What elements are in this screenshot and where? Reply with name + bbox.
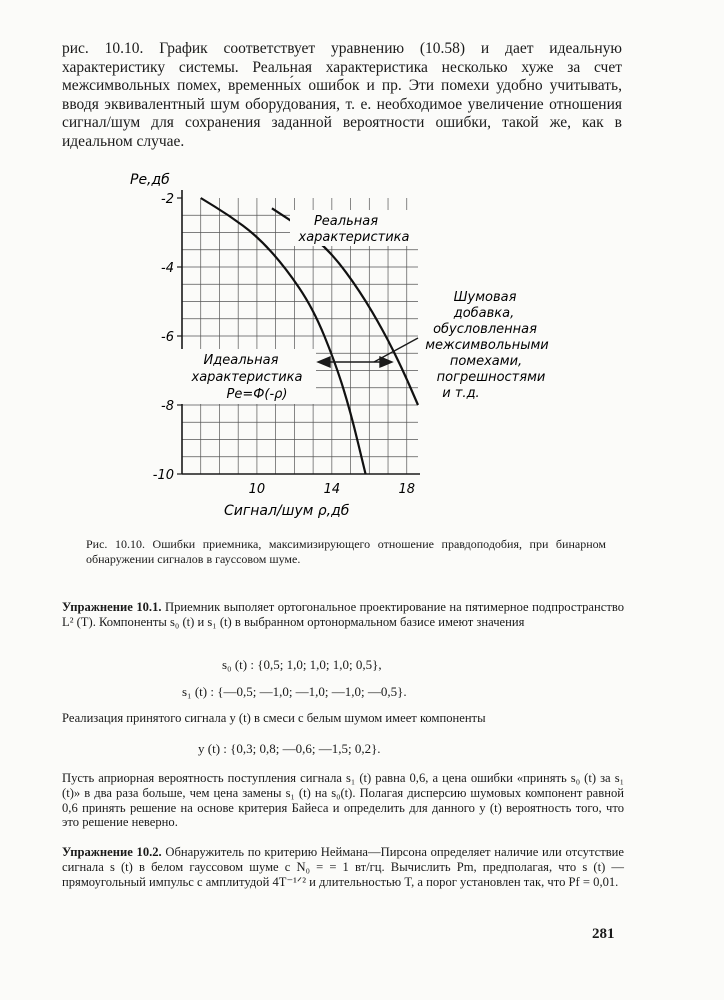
exercise2-text: Обнаружитель по критерию Неймана—Пирсона определяет наличие или отсутствие сигнала s (t) в белом гауссовом шуме с N₀ = = 1 вт/гц. Вычислить Pm, предполагая, что s (t) — прямоугольный импульс с амплитудой 4T⁻¹ᐟ² и длительностью T, а порог установлен так, что Pf = 0,01.	[62, 845, 625, 889]
x-tick-label: 10	[248, 482, 266, 497]
x-axis-label: Сигнал/шум ρ,дб	[224, 503, 350, 519]
exercise2-label: Упражнение 10.2.	[62, 845, 162, 859]
intro-paragraph: рис. 10.10. График соответствует уравнению (10.58) и дает идеальную характеристику системы. Реальная характеристика несколько хуже за счет межсимвольных помех, временны́х ошибок и пр. Эти помехи удобно учитывать, вводя эквивалентный шум оборудования, т. е. необходимое увеличение отношения сигнал/шум для сохранения заданной вероятности ошибки, такой же, как в идеальном случае.	[62, 40, 622, 150]
ideal-label-line2: характеристика	[191, 370, 303, 385]
noise-increment-arrow	[318, 338, 418, 367]
noise-line-2: добавка,	[453, 306, 515, 321]
x-tick-label: 18	[398, 482, 416, 497]
y-tick-label: -8	[161, 399, 174, 414]
noise-line-5: помехами,	[449, 354, 523, 369]
ideal-label-formula: Pe=Ф(-ρ)	[226, 387, 288, 402]
figure-caption: Рис. 10.10. Ошибки приемника, максимизирующего отношение правдоподобия, при бинарном обнаружении сигналов в гауссовом шуме.	[86, 537, 606, 566]
ideal-curve-label	[180, 349, 316, 404]
formula-s0: s₀ (t) : {0,5; 1,0; 1,0; 1,0; 0,5},	[222, 657, 382, 672]
x-tick-label: 14	[323, 482, 341, 497]
exercise1-label: Упражнение 10.1.	[62, 600, 162, 614]
exercise1-task: Пусть априорная вероятность поступления сигнала s₁ (t) равна 0,6, а цена ошибки «принять s₀ (t) за s₁ (t)» в два раза больше, чем цена замены s₁ (t) на s₀(t). Полагая дисперсию шумовых компонент равной 0,6 принять решение на основе критерия Байеса и определить для данного y (t) вероятность того, что это решение неверно.	[62, 771, 624, 830]
real-label-line1: Реальная	[313, 214, 379, 229]
formula-s1: s₁ (t) : {—0,5; —1,0; —1,0; —1,0; —0,5}.	[182, 684, 407, 699]
noise-line-3: обусловленная	[433, 322, 537, 337]
noise-line-6: погрешностями	[436, 370, 546, 385]
exercise2-paragraph	[62, 845, 624, 889]
y-tick-label: -6	[161, 330, 174, 345]
noise-annotation	[425, 290, 549, 401]
real-curve-label	[290, 210, 418, 246]
y-tick-label: -2	[161, 192, 174, 207]
y-tick-label: -4	[161, 261, 174, 276]
exercise1-paragraph	[62, 600, 624, 630]
realization-paragraph: Реализация принятого сигнала y (t) в смеси с белым шумом имеет компоненты	[62, 711, 486, 725]
ideal-label-line1: Идеальная	[203, 353, 279, 368]
real-label-line2: характеристика	[298, 230, 410, 245]
page-number: 281	[592, 926, 615, 942]
y-axis-label: Pe,дб	[130, 172, 170, 188]
y-tick-label: -10	[152, 468, 174, 483]
exercise1-text: Приемник выполяет ортогональное проектирование на пятимерное подпространство L² (T). Компоненты s₀ (t) и s₁ (t) в выбранном ортонормальном базисе имеют значения	[62, 600, 624, 629]
noise-line-4: межсимвольными	[425, 338, 549, 353]
noise-line-7: и т.д.	[442, 386, 480, 401]
arrow-head-left	[318, 357, 330, 367]
formula-y: y (t) : {0,3; 0,8; —0,6; —1,5; 0,2}.	[198, 741, 381, 756]
noise-line-1: Шумовая	[453, 290, 517, 305]
